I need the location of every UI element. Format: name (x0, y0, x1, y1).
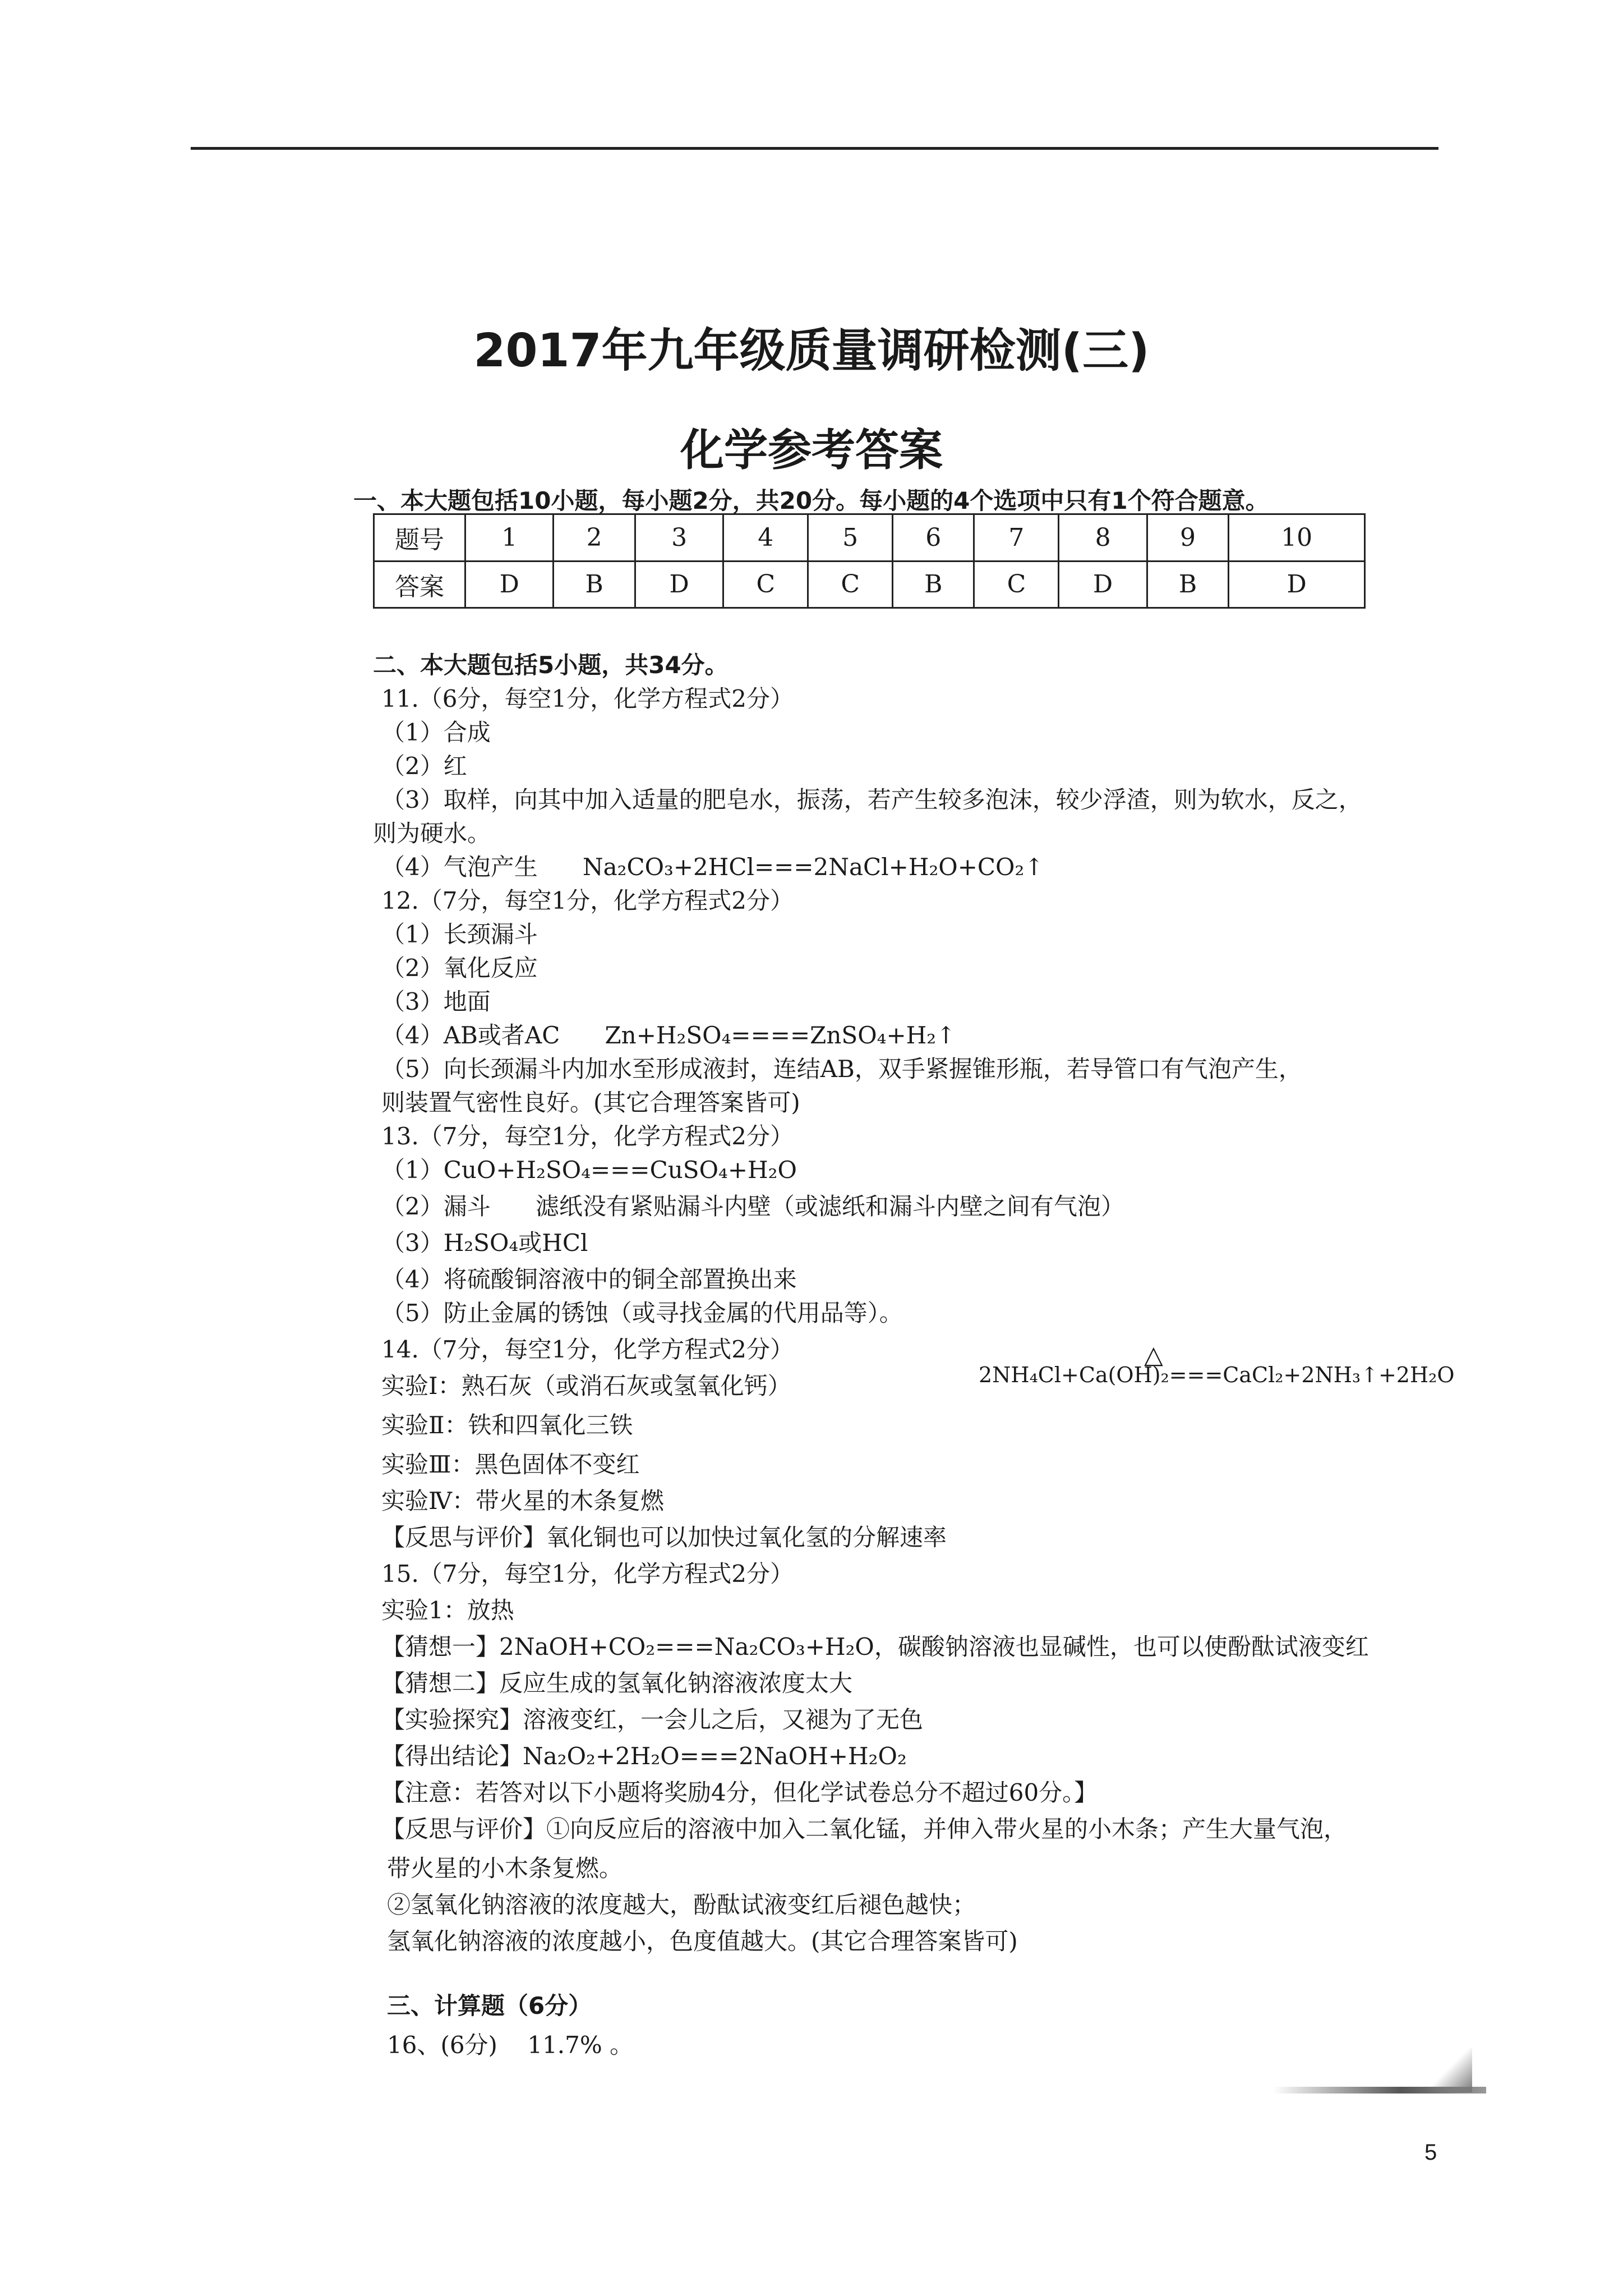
answer-line: （4）AB或者AC Zn+H₂SO₄====ZnSO₄+H₂↑ (381, 1022, 956, 1049)
answer-line: 11.（6分，每空1分，化学方程式2分） (381, 685, 794, 712)
answer-line: （1）CuO+H₂SO₄===CuSO₄+H₂O (381, 1156, 797, 1184)
answer-line: 实验Ⅰ：熟石灰（或消石灰或氢氧化钙） (381, 1372, 791, 1400)
page-title: 2017年九年级质量调研检测(三) (473, 324, 1150, 378)
q16-answer: 16、(6分) 11.7% 。 (387, 2031, 634, 2059)
answer-line: 13.（7分，每空1分，化学方程式2分） (381, 1122, 794, 1150)
answer-line: （2）红 (381, 752, 467, 780)
table-row-questions (374, 514, 1365, 562)
answer-line: 则为硬水。 (373, 820, 491, 847)
answer-cell: B (554, 561, 635, 608)
answer-line: 【实验探究】溶液变红，一会儿之后，又褪为了无色 (381, 1706, 924, 1733)
answer-line: （4）气泡产生 Na₂CO₃+2HCl===2NaCl+H₂O+CO₂↑ (381, 853, 1044, 881)
question-number: 2 (554, 514, 635, 562)
answer-cell: B (1147, 561, 1228, 608)
answer-line: 实验1：放热 (381, 1596, 514, 1624)
question-number: 8 (1059, 514, 1147, 562)
answer-line: 【猜想二】反应生成的氢氧化钠溶液浓度太大 (381, 1669, 853, 1697)
answer-cell: C (974, 561, 1059, 608)
answer-line: 实验Ⅲ：黑色固体不变红 (381, 1451, 640, 1478)
answer-line: 【猜想一】2NaOH+CO₂===Na₂CO₃+H₂O，碳酸钠溶液也显碱性，也可以使酚酞试液变红 (381, 1633, 1369, 1660)
answer-line: （3）H₂SO₄或HCl (381, 1229, 588, 1257)
table-row-answers (374, 561, 1365, 608)
q14-equation: 2NH₄Cl+Ca(OH)₂===CaCl₂+2NH₃↑+2H₂O (979, 1363, 1455, 1387)
answer-line: 实验Ⅳ：带火星的木条复燃 (381, 1487, 664, 1515)
section2-heading: 二、本大题包括5小题，共34分。 (373, 651, 728, 679)
scan-artifact (1430, 2047, 1472, 2092)
section3-heading: 三、计算题（6分） (387, 1992, 592, 2019)
heating-condition-symbol: △ (1144, 1341, 1163, 1369)
answer-line: 【得出结论】Na₂O₂+2H₂O===2NaOH+H₂O₂ (381, 1742, 907, 1770)
answer-line: （5）防止金属的锈蚀（或寻找金属的代用品等）。 (381, 1299, 903, 1327)
row-header-answer: 答案 (374, 561, 465, 608)
answer-line: 【反思与评价】①向反应后的溶液中加入二氧化锰，并伸入带火星的小木条；产生大量气泡， (381, 1815, 1348, 1843)
answer-cell: D (1059, 561, 1147, 608)
answer-line: 【反思与评价】氧化铜也可以加快过氧化氢的分解速率 (381, 1524, 947, 1551)
answer-line: （5）向长颈漏斗内加水至形成液封，连结AB，双手紧握锥形瓶，若导管口有气泡产生， (381, 1055, 1302, 1083)
answer-line: 则装置气密性良好。(其它合理答案皆可) (381, 1089, 800, 1116)
row-header-question: 题号 (374, 514, 465, 562)
answer-line: 【注意：若答对以下小题将奖励4分，但化学试卷总分不超过60分。】 (381, 1779, 1098, 1806)
answer-line: 14.（7分，每空1分，化学方程式2分） (381, 1336, 794, 1363)
question-number: 5 (808, 514, 893, 562)
answer-table (373, 513, 1366, 609)
question-number: 6 (893, 514, 974, 562)
page-subtitle: 化学参考答案 (680, 425, 943, 476)
answer-line: 带火星的小木条复燃。 (387, 1855, 623, 1882)
question-number: 7 (974, 514, 1059, 562)
answer-line: 15.（7分，每空1分，化学方程式2分） (381, 1560, 794, 1588)
question-number: 1 (465, 514, 554, 562)
answer-line: （4）将硫酸铜溶液中的铜全部置换出来 (381, 1266, 797, 1293)
answer-line: 实验Ⅱ：铁和四氧化三铁 (381, 1411, 633, 1439)
question-number: 9 (1147, 514, 1228, 562)
answer-line: （2）氧化反应 (381, 954, 538, 982)
question-number: 3 (635, 514, 723, 562)
section1-heading: 一、本大题包括10小题，每小题2分，共20分。每小题的4个选项中只有1个符合题意。 (353, 487, 1269, 514)
answer-cell: D (1229, 561, 1365, 608)
page-number: 5 (1424, 2140, 1437, 2165)
answer-line: （3）地面 (381, 988, 491, 1015)
answer-cell: D (465, 561, 554, 608)
question-number: 10 (1229, 514, 1365, 562)
answer-line: 12.（7分，每空1分，化学方程式2分） (381, 887, 794, 914)
question-number: 4 (723, 514, 808, 562)
answer-line: （1）合成 (381, 719, 491, 746)
answer-line: （1）长颈漏斗 (381, 921, 538, 948)
answer-line: 氢氧化钠溶液的浓度越小，色度值越大。(其它合理答案皆可) (387, 1927, 1018, 1955)
answer-line: ②氢氧化钠溶液的浓度越大，酚酞试液变红后褪色越快； (387, 1891, 976, 1918)
answer-cell: D (635, 561, 723, 608)
answer-line: （3）取样，向其中加入适量的肥皂水，振荡，若产生较多泡沫，较少浮渣，则为软水，反之， (381, 786, 1362, 813)
answer-cell: C (723, 561, 808, 608)
answer-cell: B (893, 561, 974, 608)
answer-cell: C (808, 561, 893, 608)
answer-line: （2）漏斗 滤纸没有紧贴漏斗内壁（或滤纸和漏斗内壁之间有气泡） (381, 1193, 1124, 1220)
header-rule (191, 147, 1438, 150)
